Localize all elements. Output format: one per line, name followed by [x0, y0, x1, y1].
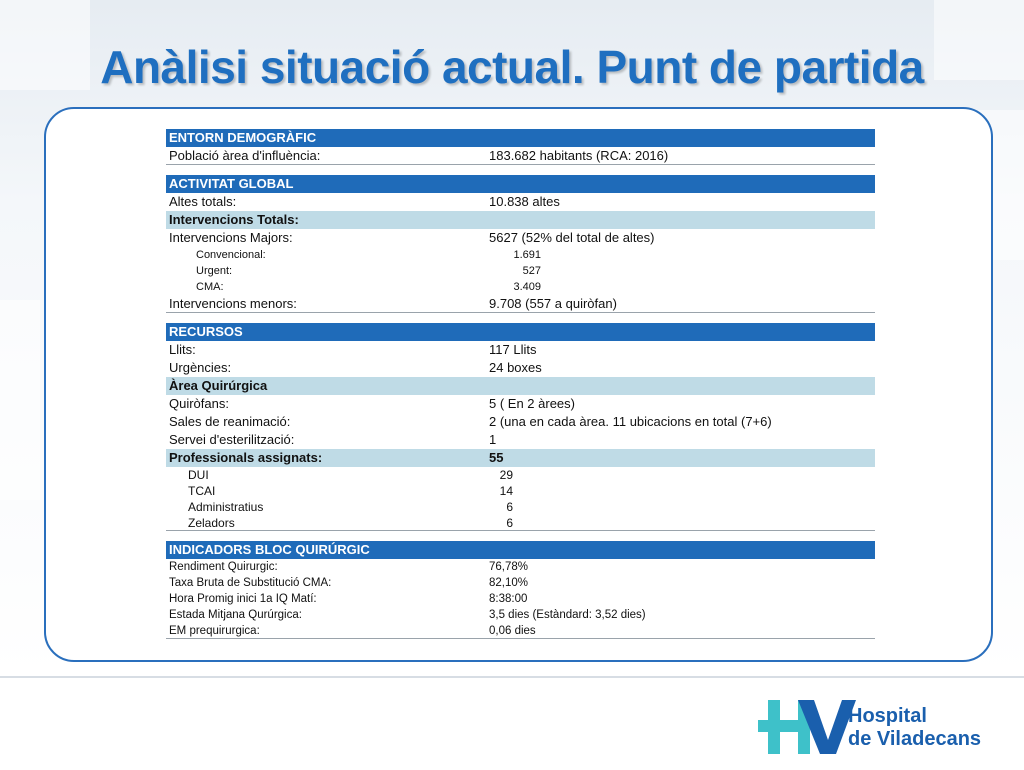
subheader-value: 55: [489, 450, 504, 465]
row-label: Servei d'esterilització:: [169, 432, 295, 447]
table-row: [166, 247, 875, 263]
row-value: 24 boxes: [489, 360, 542, 375]
row-label: Urgències:: [169, 360, 232, 375]
table-row: [166, 413, 875, 431]
table-row: [166, 607, 875, 623]
row-label: Rendiment Quirurgic:: [169, 561, 278, 573]
row-value: 6: [506, 516, 513, 530]
section-header-recursos: [166, 323, 875, 341]
section-gap: [166, 313, 875, 323]
row-label: EM prequirurgica:: [169, 625, 260, 637]
row-label: Estada Mitjana Qurúrgica:: [169, 609, 302, 621]
row-label: Taxa Bruta de Substitució CMA:: [169, 577, 332, 589]
table-row: [166, 193, 875, 211]
row-value: 82,10%: [489, 577, 529, 589]
table-row: [166, 229, 875, 247]
subheader-label: Intervencions Totals:: [169, 212, 299, 227]
row-value: 10.838 altes: [489, 194, 560, 209]
section-header-entorn: [166, 129, 875, 147]
row-value: 9.708 (557 a quiròfan): [489, 296, 617, 311]
row-label: Població àrea d'influència:: [169, 148, 321, 163]
logo-line-2: de Viladecans: [848, 728, 982, 750]
table-row: [166, 295, 875, 313]
table-row: [166, 591, 875, 607]
table-row: [166, 499, 875, 515]
row-value: 183.682 habitants (RCA: 2016): [489, 148, 669, 163]
row-value: 6: [506, 500, 513, 514]
row-label: TCAI: [188, 484, 216, 498]
subheader-label: Àrea Quirúrgica: [169, 378, 268, 393]
table-row: [166, 359, 875, 377]
section-header-label: INDICADORS BLOC QUIRÚRGIC: [169, 542, 370, 557]
row-value: 117 Llits: [489, 342, 537, 357]
table-row: [166, 483, 875, 499]
section-header-indicadors: [166, 541, 875, 559]
row-label: Sales de reanimació:: [169, 414, 291, 429]
row-value: 29: [499, 468, 513, 482]
table-row: [166, 623, 875, 639]
hospital-logo-text: [848, 705, 981, 751]
background-tile: [0, 300, 40, 500]
row-value: 2 (una en cada àrea. 11 ubicacions en total (7+6): [489, 414, 772, 429]
row-value: 76,78%: [489, 561, 529, 573]
section-header-label: ACTIVITAT GLOBAL: [169, 176, 294, 191]
table-row: [166, 467, 875, 483]
table-row: [166, 341, 875, 359]
row-label: Quiròfans:: [169, 396, 229, 411]
subheader-professionals: [166, 449, 875, 467]
row-label: DUI: [188, 468, 209, 482]
row-value: 14: [499, 484, 513, 498]
table-row: [166, 431, 875, 449]
section-header-label: RECURSOS: [169, 324, 243, 339]
table-row: [166, 515, 875, 531]
slide-title: Anàlisi situació actual. Punt de partida: [100, 41, 924, 93]
section-gap: [166, 531, 875, 541]
row-label: Llits:: [169, 342, 196, 357]
row-value: 8:38:00: [489, 593, 528, 605]
row-value: 5 ( En 2 àrees): [489, 396, 575, 411]
data-table: [166, 129, 875, 639]
subheader-intervencions-totals: [166, 211, 875, 229]
table-row: [166, 279, 875, 295]
row-value: 1: [489, 432, 497, 447]
table-row: [166, 395, 875, 413]
row-value: 5627 (52% del total de altes): [489, 230, 655, 245]
row-label: Administratius: [188, 500, 264, 514]
table-row: [166, 559, 875, 575]
row-label: Intervencions menors:: [169, 296, 297, 311]
section-header-activitat: [166, 175, 875, 193]
row-value: 1.691: [513, 249, 541, 261]
table-row: [166, 263, 875, 279]
row-label: CMA:: [196, 281, 224, 293]
section-gap: [166, 165, 875, 175]
row-value: 3,5 dies (Estàndard: 3,52 dies): [489, 609, 646, 621]
row-value: 0,06 dies: [489, 625, 536, 637]
row-value: 3.409: [513, 281, 541, 293]
row-label: Urgent:: [196, 265, 233, 277]
table-row: [166, 147, 875, 165]
row-value: 527: [522, 265, 541, 277]
table-row: [166, 575, 875, 591]
row-label: Zeladors: [188, 516, 235, 530]
row-label: Altes totals:: [169, 194, 237, 209]
subheader-area-quirurgica: [166, 377, 875, 395]
row-label: Hora Promig inici 1a IQ Matí:: [169, 593, 317, 605]
row-label: Convencional:: [196, 249, 266, 261]
subheader-label: Professionals assignats:: [169, 450, 323, 465]
section-header-label: ENTORN DEMOGRÀFIC: [169, 130, 317, 145]
logo-line-1: Hospital: [848, 705, 927, 727]
row-label: Intervencions Majors:: [169, 230, 293, 245]
